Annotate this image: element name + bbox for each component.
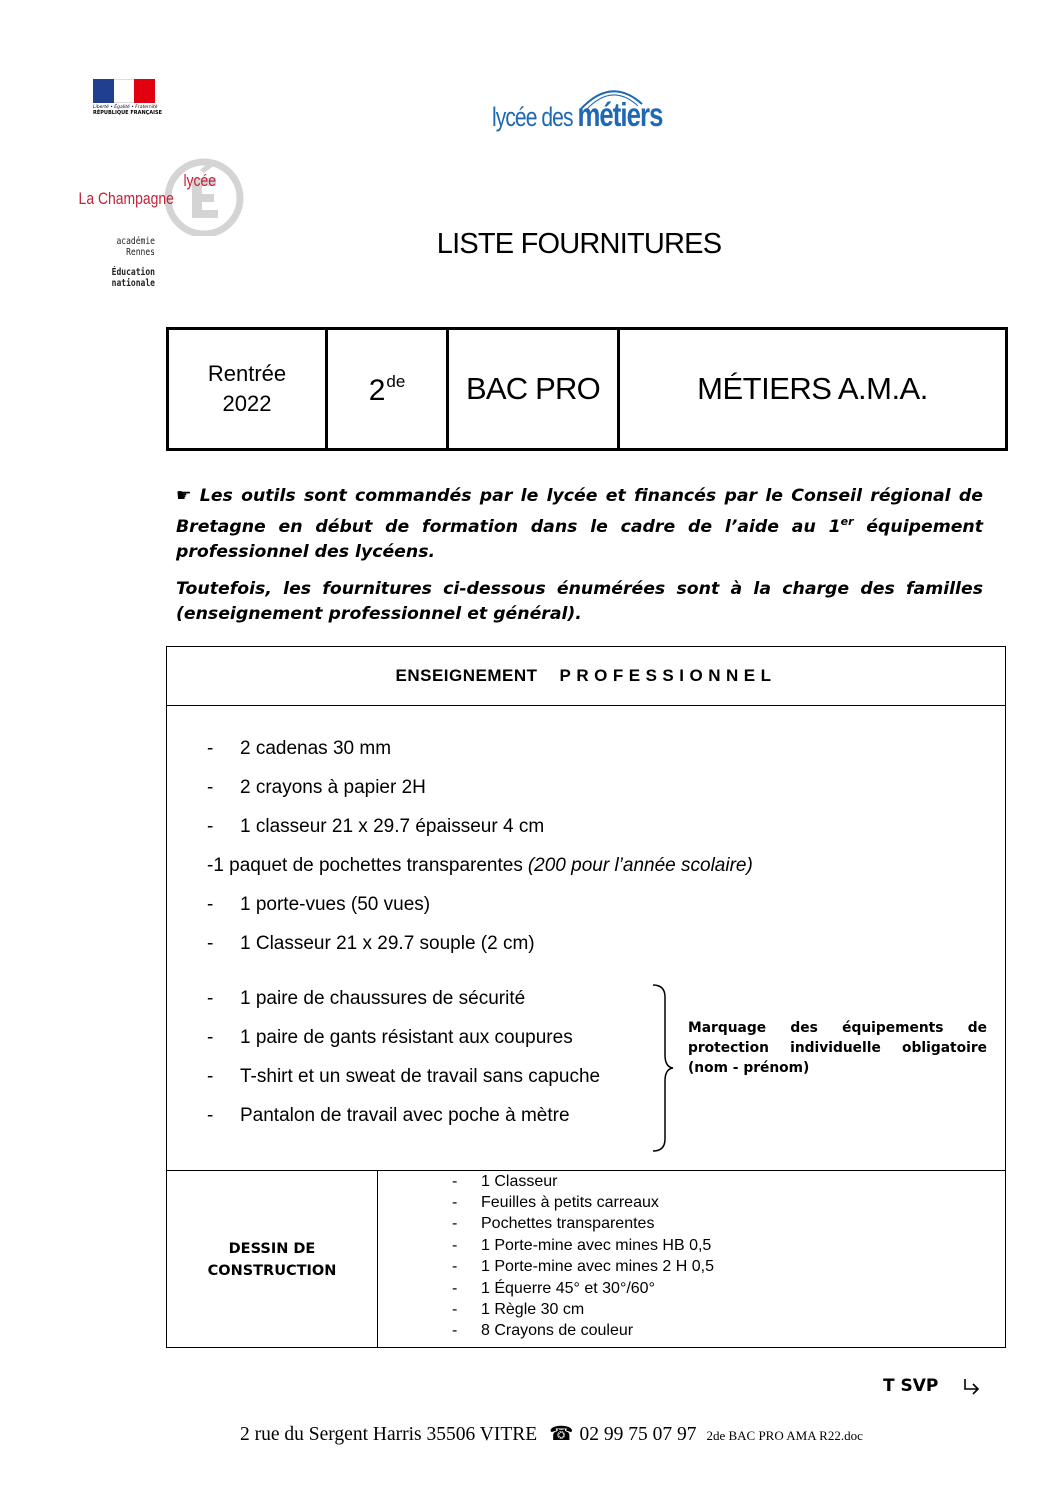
lycee-name: La Champagne (78, 189, 174, 208)
list-item (207, 1018, 687, 1057)
intro-paragraph-2: Toutefois, les fournitures ci-dessous énumérées sont à la charge des familles (enseignement professionnel et général). (176, 578, 983, 624)
section-header-professionnel (167, 647, 1005, 706)
dash: - (452, 1279, 458, 1297)
list-item (452, 1192, 714, 1213)
item-text: 1 Classeur (481, 1172, 558, 1190)
intro-paragraph-1 (176, 484, 983, 565)
rentree-label: Rentrée (207, 361, 287, 386)
item-text: 1 paire de chaussures de sécurité (240, 987, 526, 1009)
telephone-icon: ☎ (549, 1424, 574, 1445)
list-item (207, 768, 687, 807)
list-item (452, 1235, 714, 1256)
dash: - (207, 893, 214, 915)
lycee-des-metiers-logo (492, 96, 682, 138)
list-item (207, 1057, 687, 1096)
list-item (207, 924, 687, 963)
item-text: 1 Règle 30 cm (481, 1301, 585, 1319)
dash: - (452, 1172, 458, 1190)
list-item (452, 1171, 714, 1192)
metiers-prefix: lycée des (492, 102, 578, 132)
right-brace-icon (651, 983, 675, 1153)
professional-supplies-list (207, 729, 753, 963)
dash: - (207, 932, 214, 954)
item-text: 1 porte-vues (50 vues) (240, 893, 431, 915)
list-item (207, 1096, 687, 1135)
list-item (452, 1257, 714, 1278)
dessin-supplies-list (378, 1171, 714, 1348)
dash: - (207, 1026, 214, 1048)
item-text: 1 paire de gants résistant aux coupures (240, 1026, 573, 1048)
section-header-word1: ENSEIGNEMENT (395, 666, 538, 685)
marking-note: Marquage des équipements de protection individuelle obligatoire (nom - prénom) (688, 1020, 987, 1076)
intro-paragraph-1-end: équipement professionnel des lycéens. (176, 516, 983, 562)
turn-arrow-icon (962, 1377, 982, 1397)
dash: - (207, 737, 214, 759)
dash: - (452, 1301, 458, 1319)
rentree-cell (169, 330, 328, 448)
list-item (207, 846, 753, 885)
dessin-label-line2: CONSTRUCTION (207, 1262, 337, 1279)
supplies-table (166, 646, 1006, 1348)
dash: - (207, 1065, 214, 1087)
republique-name: RÉPUBLIQUE FRANÇAISE (93, 110, 163, 116)
republique-francaise-logo (93, 79, 163, 116)
pointing-hand-icon: ☛ (176, 486, 192, 506)
dash: - (452, 1258, 458, 1276)
list-item (452, 1299, 714, 1320)
footer-address (240, 1422, 863, 1446)
dash: - (452, 1322, 458, 1340)
dash: - (207, 776, 214, 798)
item-text: 1 Porte-mine avec mines HB 0,5 (481, 1236, 712, 1254)
list-item (207, 979, 687, 1018)
list-item (207, 885, 687, 924)
dessin-construction-label (167, 1171, 378, 1348)
lycee-word: lycée (183, 171, 216, 190)
diploma-cell: BAC PRO (449, 330, 620, 448)
item-text: T-shirt et un sweat de travail sans capuche (240, 1065, 601, 1087)
dash: - (207, 1104, 214, 1126)
class-info-table (166, 327, 1008, 451)
dash: - (207, 987, 214, 1009)
intro-text (176, 484, 983, 639)
turn-over-label: T SVP (883, 1376, 939, 1396)
list-item (207, 807, 687, 846)
dash: - (452, 1215, 458, 1233)
dash: - (207, 854, 214, 876)
list-item (452, 1321, 714, 1342)
list-item (452, 1278, 714, 1299)
lycee-la-champagne-logo (62, 138, 216, 298)
section-header-word2: PROFESSIONNEL (559, 666, 777, 685)
item-note: (200 pour l’année scolaire) (527, 854, 753, 876)
academie-label: académie Rennes (116, 236, 155, 258)
item-text: 8 Crayons de couleur (481, 1322, 634, 1340)
item-text: Pantalon de travail avec poche à mètre (240, 1104, 570, 1126)
program-cell: MÉTIERS A.M.A. (697, 371, 928, 406)
dash: - (452, 1194, 458, 1212)
metiers-wordmark (492, 96, 663, 134)
list-item (207, 729, 687, 768)
item-text: 1 Porte-mine avec mines 2 H 0,5 (481, 1258, 714, 1276)
document-filename: 2de BAC PRO AMA R22.doc (706, 1428, 863, 1443)
list-item (452, 1214, 714, 1235)
dash: - (207, 815, 214, 837)
safety-equipment-list (207, 979, 687, 1135)
intro-sup: er (840, 515, 854, 528)
item-text: 1 Équerre 45° et 30°/60° (481, 1279, 655, 1297)
phone-number: 02 99 75 07 97 (579, 1424, 697, 1445)
level-suffix: de (386, 372, 406, 391)
dash: - (452, 1236, 458, 1254)
dessin-construction-row (167, 1170, 1005, 1348)
marianne-flag-icon (93, 79, 155, 103)
address-text: 2 rue du Sergent Harris 35506 VITRE (240, 1424, 538, 1445)
item-text: 2 crayons à papier 2H (240, 776, 426, 798)
rentree-year: 2022 (222, 391, 272, 416)
level-cell (328, 330, 449, 448)
item-text: 1 paquet de pochettes transparentes (213, 854, 523, 876)
item-text: 2 cadenas 30 mm (240, 737, 392, 759)
item-text: Pochettes transparentes (481, 1215, 655, 1233)
level-number: 2 (368, 374, 386, 407)
metiers-word: métiers (577, 96, 663, 133)
item-text: 1 classeur 21 x 29.7 épaisseur 4 cm (240, 815, 545, 837)
item-text: 1 Classeur 21 x 29.7 souple (2 cm) (240, 932, 535, 954)
item-text: Feuilles à petits carreaux (481, 1194, 659, 1212)
page-title: LISTE FOURNITURES (436, 228, 722, 260)
education-nationale-label: Éducation nationale (111, 267, 155, 289)
republique-motto: Liberté • Égalité • Fraternité (93, 105, 158, 110)
dessin-label-line1: DESSIN DE (228, 1240, 316, 1257)
intro-paragraph-1-text: Les outils sont commandés par le lycée et financés par le Conseil régional de Bretagne en début de formation dans le cadre de l’aide au 1 (176, 486, 983, 537)
